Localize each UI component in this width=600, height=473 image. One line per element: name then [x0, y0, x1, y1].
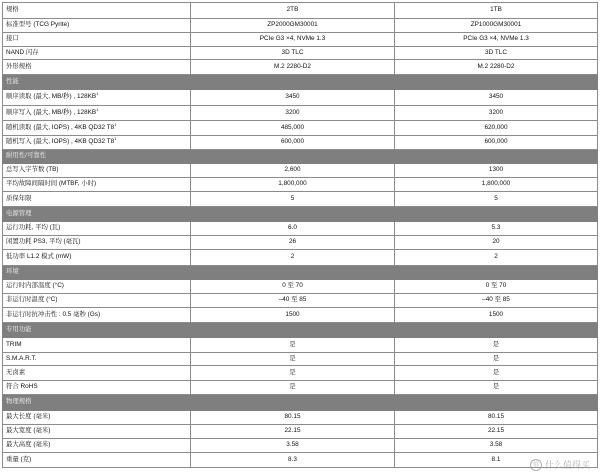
value-1tb	[395, 338, 598, 353]
value-1tb	[395, 222, 598, 236]
row-label	[3, 439, 191, 453]
table-row	[3, 250, 598, 266]
value-1tb	[395, 381, 598, 395]
value-2tb	[191, 439, 395, 453]
section-label-text: 物理规格	[6, 398, 32, 406]
value-2tb	[191, 178, 395, 192]
value-1tb-text: 80.15	[488, 413, 504, 421]
section-fill	[395, 150, 598, 164]
row-label-text: 随机写入 (最大, IOPS) , 4KB QD32 T8	[6, 138, 115, 146]
row-label	[3, 236, 191, 250]
section-label-text: 电源管理	[6, 209, 32, 217]
value-2tb-text: 是	[289, 354, 296, 362]
section-row	[3, 323, 598, 338]
row-label-text: 运行功耗, 平均 (瓦)	[6, 224, 61, 232]
row-label-text: 质保年限	[6, 194, 32, 202]
table-row	[3, 222, 598, 236]
value-2tb-text: 3200	[285, 108, 300, 116]
value-2tb	[191, 366, 395, 381]
value-2tb	[191, 19, 395, 33]
row-label-text: 总写入字节数 (TB)	[6, 166, 59, 174]
row-label-text: 低功率 L1.2 模式 (mW)	[6, 253, 72, 261]
value-2tb	[191, 425, 395, 439]
section-label-text: 专用功能	[6, 325, 32, 333]
row-label	[3, 106, 191, 121]
value-2tb-text: 5	[290, 194, 295, 202]
value-1tb-text: 3200	[488, 108, 504, 116]
value-2tb-text: 0 至 70	[282, 282, 303, 290]
value-1tb	[395, 164, 598, 178]
row-label-text: 顺序写入 (最大, MB/秒) , 128KB	[6, 108, 97, 116]
section-fill	[191, 266, 395, 280]
section-label-text: 环境	[6, 268, 19, 276]
value-2tb-text: ZP2000GM30001	[267, 21, 318, 29]
row-label	[3, 411, 191, 425]
value-1tb	[395, 106, 598, 121]
table-row	[3, 136, 598, 150]
row-label	[3, 60, 191, 75]
section-fill	[395, 207, 598, 222]
section-row	[3, 207, 598, 222]
value-1tb-text: 2	[494, 253, 498, 261]
value-2tb-text: 6.0	[288, 224, 297, 232]
value-2tb	[191, 453, 395, 468]
value-2tb	[191, 192, 395, 207]
value-1tb-text: 5.3	[491, 224, 501, 232]
value-2tb-text: 1500	[285, 310, 300, 318]
row-label-text: NAND 闪存	[6, 48, 39, 56]
value-2tb	[191, 222, 395, 236]
table-row	[3, 90, 598, 106]
value-1tb-text: –40 至 85	[482, 296, 510, 304]
value-1tb	[395, 90, 598, 106]
row-label-text: 闲置功耗 PS3, 平均 (毫瓦)	[6, 238, 81, 246]
value-1tb	[395, 280, 598, 294]
value-1tb	[395, 178, 598, 192]
section-label-text: 耐用性/可靠性	[6, 152, 47, 160]
row-label-text: 无卤素	[6, 368, 26, 376]
value-1tb	[395, 366, 598, 381]
footnote-marker: 1	[114, 121, 117, 127]
row-label-text: S.M.A.R.T.	[6, 354, 37, 362]
table-row	[3, 121, 598, 136]
row-label	[3, 222, 191, 236]
value-2tb-text: 26	[288, 238, 297, 246]
header-col-2tb: 2TB	[191, 3, 395, 19]
row-label	[3, 338, 191, 353]
value-2tb	[191, 136, 395, 150]
table-row	[3, 280, 598, 294]
table-row	[3, 106, 598, 121]
value-1tb-text: 3D TLC	[485, 48, 507, 56]
row-label-text: 非运行时温度 (°C)	[6, 296, 58, 304]
value-1tb	[395, 250, 598, 266]
row-label	[3, 366, 191, 381]
value-1tb-text: 1500	[488, 310, 504, 318]
table-row	[3, 453, 598, 468]
spec-table	[2, 2, 598, 468]
value-2tb-text: PCIe G3 ×4, NVMe 1.3	[259, 35, 326, 43]
value-2tb-text: 80.15	[284, 413, 301, 421]
table-row	[3, 19, 598, 33]
row-label-text: 外形规格	[6, 62, 32, 70]
table-row	[3, 47, 598, 60]
value-1tb-text: 是	[492, 340, 500, 348]
section-fill	[395, 395, 598, 411]
value-1tb-text: 1300	[488, 166, 504, 174]
value-2tb	[191, 411, 395, 425]
value-1tb-text: 是	[492, 383, 500, 391]
table-row	[3, 33, 598, 47]
section-row	[3, 266, 598, 280]
footnote-marker: 1	[96, 106, 99, 112]
value-1tb-text: 是	[492, 354, 500, 362]
table-row	[3, 192, 598, 207]
table-row	[3, 60, 598, 75]
section-label	[3, 323, 191, 338]
value-2tb	[191, 338, 395, 353]
value-1tb-text: 0 至 70	[485, 282, 507, 290]
value-1tb	[395, 308, 598, 323]
value-2tb-text: 是	[289, 340, 296, 348]
value-2tb-text: 2,600	[284, 166, 301, 174]
value-1tb	[395, 353, 598, 366]
value-1tb	[395, 60, 598, 75]
value-1tb	[395, 121, 598, 136]
section-label	[3, 207, 191, 222]
value-1tb-text: 3.58	[489, 441, 503, 449]
value-1tb	[395, 33, 598, 47]
value-2tb-text: 3.58	[286, 441, 299, 449]
row-label	[3, 47, 191, 60]
section-fill	[395, 266, 598, 280]
section-fill	[395, 323, 598, 338]
row-label-text: 接口	[6, 35, 19, 43]
table-row	[3, 381, 598, 395]
section-row	[3, 150, 598, 164]
row-label	[3, 280, 191, 294]
row-label	[3, 425, 191, 439]
value-1tb-text: 8.1	[491, 455, 501, 463]
value-2tb-text: 是	[289, 368, 296, 376]
table-row	[3, 164, 598, 178]
section-fill	[191, 75, 395, 90]
value-1tb	[395, 411, 598, 425]
row-label	[3, 353, 191, 366]
spec-table-body	[3, 3, 598, 468]
row-label	[3, 178, 191, 192]
value-2tb	[191, 353, 395, 366]
value-2tb-text: 485,000	[280, 123, 305, 131]
section-label-text: 性能	[6, 77, 19, 85]
row-label	[3, 192, 191, 207]
section-fill	[191, 150, 395, 164]
row-label	[3, 19, 191, 33]
value-2tb-text: 是	[289, 383, 296, 391]
row-label	[3, 121, 191, 136]
row-label-text: 运行时内部温度 (°C)	[6, 282, 64, 290]
value-1tb-text: 5	[494, 194, 498, 202]
row-label-text: 最大宽度 (毫米)	[6, 427, 51, 435]
table-row	[3, 353, 598, 366]
value-2tb-text: 8.3	[288, 455, 297, 463]
row-label	[3, 33, 191, 47]
header-row	[3, 3, 598, 19]
value-1tb-text: 600,000	[484, 138, 508, 146]
value-2tb-text: 600,000	[280, 138, 305, 146]
row-label-text: 最大高度 (毫米)	[6, 441, 51, 449]
table-row	[3, 178, 598, 192]
row-label-text: TRIM	[6, 340, 22, 348]
value-2tb-text: 22.15	[284, 427, 301, 435]
value-2tb	[191, 90, 395, 106]
value-2tb-text: M.2 2280-D2	[274, 62, 311, 70]
value-1tb	[395, 47, 598, 60]
table-row	[3, 411, 598, 425]
header-col-1tb: 1TB	[395, 3, 598, 19]
section-fill	[395, 75, 598, 90]
row-label-text: 标准型号 (TCG Pyrite)	[6, 21, 70, 29]
row-label	[3, 90, 191, 106]
section-label	[3, 266, 191, 280]
value-2tb	[191, 121, 395, 136]
value-1tb-text: ZP1000GM30001	[470, 21, 522, 29]
row-label	[3, 308, 191, 323]
watermark-text: 什么值得买	[544, 460, 590, 471]
table-row	[3, 366, 598, 381]
header-label: 规格	[3, 3, 191, 19]
value-2tb	[191, 250, 395, 266]
value-1tb-text: PCIe G3 ×4, NVMe 1.3	[463, 35, 529, 43]
row-label	[3, 294, 191, 308]
value-2tb	[191, 60, 395, 75]
row-label-text: 最大长度 (毫米)	[6, 413, 51, 421]
row-label-text: 随机读取 (最大, IOPS) , 4KB QD32 T8	[6, 123, 115, 131]
value-2tb	[191, 381, 395, 395]
section-row	[3, 75, 598, 90]
table-row	[3, 425, 598, 439]
section-fill	[191, 323, 395, 338]
value-2tb-text: –40 至 85	[278, 296, 307, 304]
value-1tb	[395, 439, 598, 453]
footnote-marker: 1	[114, 136, 117, 142]
row-label-text: 重量 (克)	[6, 455, 32, 463]
value-1tb	[395, 425, 598, 439]
value-1tb	[395, 192, 598, 207]
section-label	[3, 150, 191, 164]
value-1tb-text: 22.15	[488, 427, 504, 435]
table-row	[3, 236, 598, 250]
row-label	[3, 250, 191, 266]
value-1tb	[395, 19, 598, 33]
value-1tb	[395, 136, 598, 150]
row-label	[3, 453, 191, 468]
table-row	[3, 338, 598, 353]
value-1tb-text: 3450	[488, 93, 504, 101]
value-2tb	[191, 294, 395, 308]
value-1tb-text: 20	[492, 238, 500, 246]
value-2tb-text: 2	[290, 253, 295, 261]
table-row	[3, 294, 598, 308]
row-label-text: 顺序读取 (最大, MB/秒) , 128KB	[6, 93, 97, 101]
value-2tb-text: 1,800,000	[278, 180, 307, 188]
value-1tb-text: 620,000	[484, 123, 508, 131]
row-label-text: 平均故障间隔时间 (MTBF, 小时)	[6, 180, 97, 188]
table-row	[3, 308, 598, 323]
footnote-marker: 1	[96, 91, 99, 97]
value-2tb	[191, 164, 395, 178]
zhi-icon: 值	[530, 459, 542, 471]
row-label	[3, 164, 191, 178]
row-label	[3, 136, 191, 150]
value-1tb-text: 是	[492, 368, 500, 376]
section-fill	[191, 395, 395, 411]
value-2tb	[191, 280, 395, 294]
section-row	[3, 395, 598, 411]
value-2tb	[191, 47, 395, 60]
table-row	[3, 439, 598, 453]
value-1tb-text: M.2 2280-D2	[477, 62, 515, 70]
section-fill	[191, 207, 395, 222]
row-label-text: 符合 RoHS	[6, 383, 38, 391]
value-1tb	[395, 236, 598, 250]
value-1tb-text: 1,800,000	[481, 180, 511, 188]
value-2tb-text: 3D TLC	[281, 48, 304, 56]
value-2tb	[191, 33, 395, 47]
value-1tb	[395, 294, 598, 308]
row-label	[3, 381, 191, 395]
value-2tb	[191, 236, 395, 250]
value-2tb-text: 3450	[285, 93, 300, 101]
section-label	[3, 75, 191, 90]
value-2tb	[191, 106, 395, 121]
section-label	[3, 395, 191, 411]
value-2tb	[191, 308, 395, 323]
row-label-text: 非运行时抗冲击性 : 0.5 毫秒 (Gs)	[6, 310, 101, 318]
watermark	[530, 458, 590, 472]
